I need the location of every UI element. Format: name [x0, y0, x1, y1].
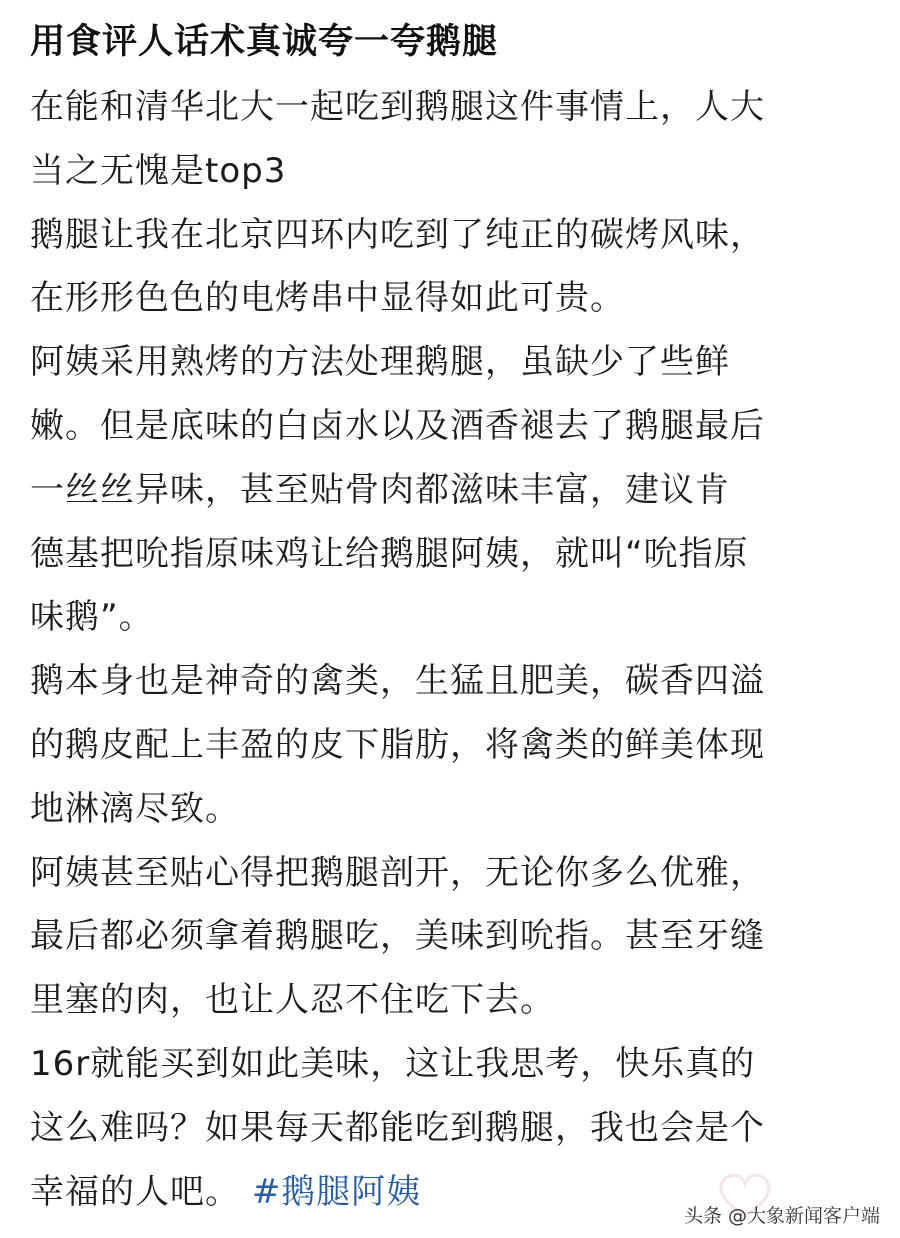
post: [30, 0, 880, 1224]
text-line: 鹅腿让我在北京四环内吃到了纯正的碳烤风味，: [30, 214, 765, 255]
text-line: 最后都必须拿着鹅腿吃，美味到吮指。甚至牙缝: [30, 916, 765, 957]
paragraph-5: [30, 842, 880, 1033]
text-line: 这么难吗？如果每天都能吃到鹅腿，我也会是个: [30, 1107, 765, 1148]
text-line: 地淋漓尽致。: [30, 788, 240, 829]
paragraph-1: [30, 76, 880, 204]
text-line: 嫩。但是底味的白卤水以及酒香褪去了鹅腿最后: [30, 405, 765, 446]
text-line: 味鹅”。: [30, 597, 154, 638]
post-body: [30, 76, 880, 1224]
paragraph-3: [30, 331, 880, 650]
watermark: [684, 1201, 880, 1228]
text-line: 德基把吮指原味鸡让给鹅腿阿姨，就叫“吮指原: [30, 533, 749, 574]
text-line: 阿姨甚至贴心得把鹅腿剖开，无论你多么优雅，: [30, 852, 765, 893]
watermark-text: 头条 @大象新闻客户端: [683, 1205, 880, 1227]
text-line: 在能和清华北大一起吃到鹅腿这件事情上，人大: [30, 87, 765, 127]
hashtag-link[interactable]: #鹅腿阿姨: [251, 1171, 422, 1212]
text-line: 在形形色色的电烤串中显得如此可贵。: [30, 278, 625, 319]
text-line: 的鹅皮配上丰盈的皮下脂肪，将禽类的鲜美体现: [30, 724, 765, 765]
paragraph-4: [30, 650, 880, 841]
paragraph-2: [30, 204, 880, 332]
text-line: 当之无愧是top3: [30, 150, 287, 191]
text-line: 一丝丝异味，甚至贴骨肉都滋味丰富，建议肯: [30, 469, 730, 510]
last-line-text: 幸福的人吧。: [30, 1171, 240, 1212]
text-line: 里塞的肉，也让人忍不住吃下去。: [30, 980, 555, 1021]
post-title: 用食评人话术真诚夸一夸鹅腿: [30, 22, 499, 62]
text-line: 鹅本身也是神奇的禽类，生猛且肥美，碳香四溢: [30, 661, 765, 702]
text-line: 16r就能买到如此美味，这让我思考，快乐真的: [30, 1043, 756, 1084]
text-line: 阿姨采用熟烤的方法处理鹅腿，虽缺少了些鲜: [30, 342, 730, 383]
